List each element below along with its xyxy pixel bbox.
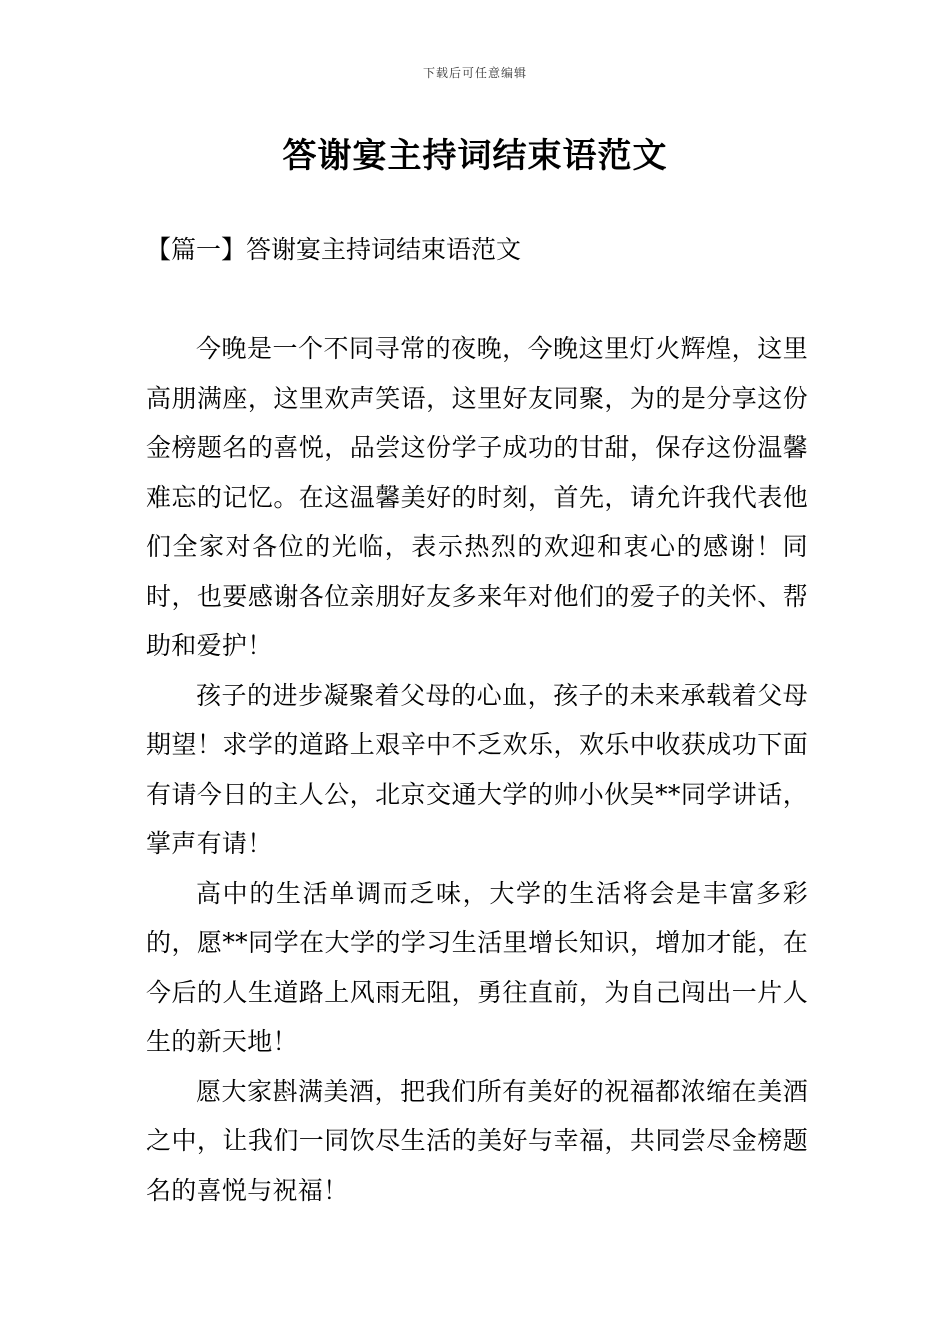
paragraph: 高中的生活单调而乏味，大学的生活将会是丰富多彩的，愿**同学在大学的学习生活里增长知识，增加才能，在今后的人生道路上风雨无阻，勇往直前，为自己闯出一片人生的新天地！: [146, 878, 808, 1056]
section-heading: 【篇一】答谢宴主持词结束语范文: [146, 235, 522, 264]
document-title: 答谢宴主持词结束语范文: [282, 136, 668, 176]
paragraph: 今晚是一个不同寻常的夜晚，今晚这里灯火辉煌，这里高朋满座，这里欢声笑语，这里好友同聚，为的是分享这份金榜题名的喜悦，品尝这份学子成功的甘甜，保存这份温馨难忘的记忆。在这温馨美好的时刻，首先，请允许我代表他们全家对各位的光临，表示热烈的欢迎和衷心的感谢！同时，也要感谢各位亲朋好友多来年对他们的爱子的关怀、帮助和爱护！: [146, 334, 808, 660]
paragraph: 愿大家斟满美酒，把我们所有美好的祝福都浓缩在美酒之中，让我们一同饮尽生活的美好与幸福，共同尝尽金榜题名的喜悦与祝福！: [146, 1076, 808, 1205]
paragraph: 孩子的进步凝聚着父母的心血，孩子的未来承载着父母期望！求学的道路上艰辛中不乏欢乐，欢乐中收获成功下面有请今日的主人公，北京交通大学的帅小伙吴**同学讲话，掌声有请！: [146, 680, 808, 858]
document-body: [146, 324, 808, 1215]
header-note: 下载后可任意编辑: [422, 66, 527, 80]
